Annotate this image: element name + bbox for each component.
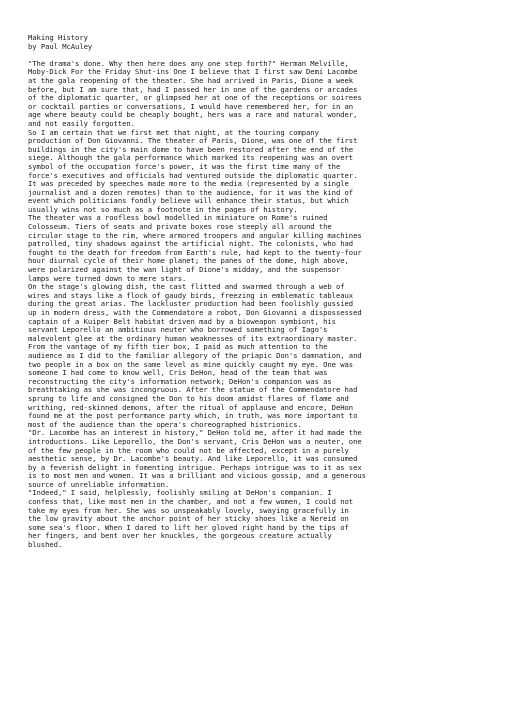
paragraph: So I am certain that we first met that night, at the touring company production of Don Giovanni. The theater of Paris, Dione, was one of the first buildings in the city's main dome to have been restored after the end of the siege. Although the gala performance which marked its reopening was an overt symbol of the occupation force's power, it was the first time many of the force's executives and officials had ventured outside the diplomatic quarter. It was preceded by speeches made more to the media (represented by a single journalist and a dozen remotes) than to the audience, for it was the kind of event which politicians fondly believe will enhance their status, but which usually wins not so much as a footnote in the pages of history. — [28, 127, 358, 214]
paragraph: On the stage's glowing dish, the cast flitted and swarmed through a web of wires and stays like a flock of gaudy birds, freezing in emblematic tableaux during the great arias. The lackluster production had been foolishly gussied up in modern dress, with the Commendatore a robot, Don Giovanni a dispossessed captain of a Kuiper Belt habitat driven mad by a bioweapon symbiont, his servant Leporello an ambitious neuter who borrowed something of Iago's malevolent glee at the ordinary human weaknesses of its extraordinary master. From the vantage of my fifth tier box, I paid as much attention to the audience as I did to the familiar allegory of the priapic Don's damnation, and two people in a box on the same level as mine quickly caught my eye. One was someone I had come to know well, Cris DeHon, head of the team that was reconstructing the city's information network; DeHon's companion was as breathtaking as she was incongruous. After the statue of the Commendatore had sprung to life and consigned the Don to his doom amidst flares of flame and writhing, red-skinned demons, after the ritual of applause and encore, DeHon found me at the post performance party which, in truth, was more important to most of the audience than the opera's choreographed histrionics. — [28, 282, 362, 429]
document-body — [28, 60, 498, 550]
paragraph: "The drama's done. Why then here does any one step forth?" Herman Melville, Moby-Dick For the Friday Shut-ins One I believe that I first saw Demi Lacombe at the gala reopening of the theater. She had arrived in Paris, Dione a week before, but I am sure that, had I passed her in one of the gardens or arcades of the diplomatic quarter, or glimpsed her at one of the receptions or soirees or cocktail parties or conversations, I would have remembered her, for in an age where beauty could be cheaply bought, hers was a rare and natural wonder, and not easily forgotten. — [28, 58, 362, 128]
document-title: Making History — [28, 33, 88, 42]
paragraph: The theater was a roofless bowl modelled in miniature on Rome's ruined Colosseum. Tiers of seats and private boxes rose steeply all around the circular stage to the rim, where armored troopers and angular killing machines patrolled, tiny shadows against the artificial night. The colonists, who had fought to the death for freedom from Earth's rule, had kept to the twenty-four hour diurnal cycle of their home planet; the panes of the dome, high above, were polarized against the wan light of Dione's midday, and the suspensor lamps were turned down to mere stars. — [28, 213, 362, 283]
document-page — [28, 34, 498, 550]
paragraph: "Dr. Lacombe has an interest in history," DeHon told me, after it had made the introductions. Like Leporello, the Don's servant, Cris DeHon was a neuter, one of the few people in the room who could not be affected, except in a purely aesthetic sense, by Dr. Lacombe's beauty. And like Leporello, it was consumed by a feverish delight in fomenting intrigue. Perhaps intrigue was to it as sex is to most men and women. It was a brilliant and vicious gossip, and a generous source of unreliable information. — [28, 428, 366, 489]
paragraph: "Indeed," I said, helplessly, foolishly smiling at DeHon's companion. I confess that, like most men in the chamber, and not a few women, I could not take my eyes from her. She was so unspeakably lovely, swaying gracefully in the low gravity about the anchor point of her sticky shoes like a Nereid on some sea's floor. When I dared to lift her gloved right hand by the tips of her fingers, and bent over her knuckles, the gorgeous creature actually blushed. — [28, 488, 354, 550]
title-block — [28, 34, 498, 51]
document-byline: by Paul McAuley — [28, 41, 93, 51]
